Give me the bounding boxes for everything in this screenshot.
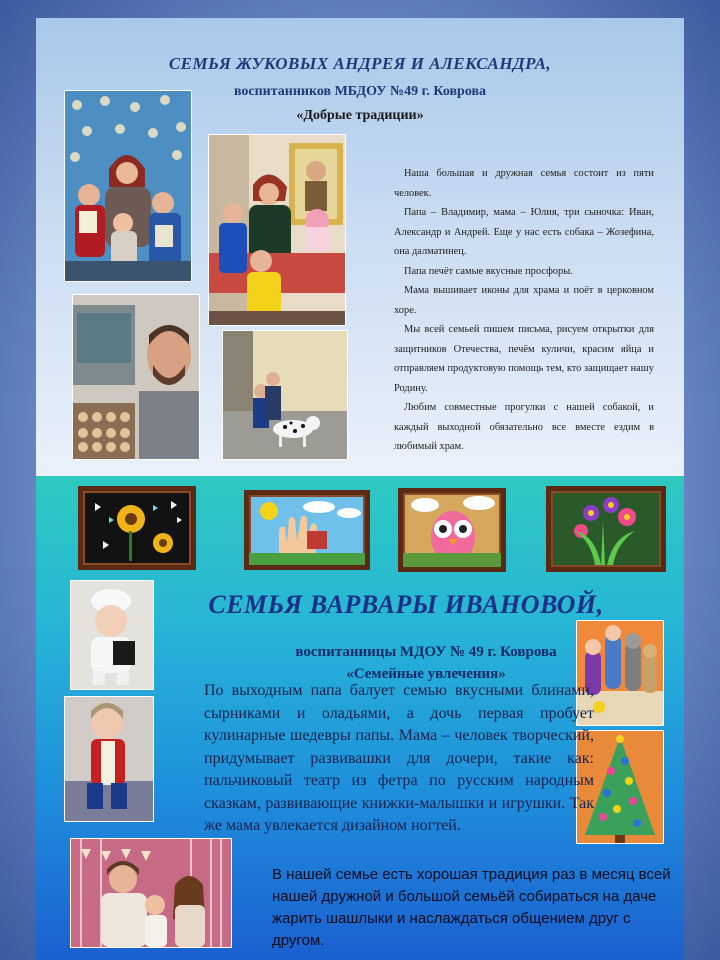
family2-title: СЕМЬЯ ВАРВАРЫ ИВАНОВОЙ,: [208, 590, 604, 619]
family1-paragraph: Мы всей семьей пишем письма, рисуем открытки для защитников Отечества, печём куличи, красим яйца и отправляем продуктовую помощь тем, кто защищает нашу Родину.: [394, 324, 654, 394]
family2-photo-doll-chef: [70, 580, 154, 690]
family1-paragraph: Папа – Владимир, мама – Юлия, три сыночка: Иван, Александр и Андрей. Еще у нас есть собака – Жозефина, она далматинец.: [394, 207, 654, 257]
family2-tradition: В нашей семье есть хорошая традиция раз в месяц всей нашей дружной и большой семьёй собираться на даче жарить шашлыки и наслаждаться общением друг с другом.: [272, 866, 671, 949]
felt-picture-owl: [398, 488, 506, 572]
family1-paragraph: Любим совместные прогулки с нашей собакой, и каждый выходной обязательно все вместе ездим в любимый храм.: [394, 402, 654, 452]
felt-picture-hand-sun: [244, 490, 370, 570]
family1-subtitle: воспитанников МБДОУ №49 г. Коврова: [233, 84, 487, 99]
family1-title: СЕМЬЯ ЖУКОВЫХ АНДРЕЯ И АЛЕКСАНДРА,: [168, 54, 552, 73]
poster-sheet: [36, 18, 684, 960]
family2-photo-family: [70, 838, 232, 948]
felt-picture-flowers: [546, 486, 666, 572]
family1-paragraph: Мама вышивает иконы для храма и поёт в церковном хоре.: [394, 285, 654, 316]
family1-photo-father: [72, 294, 200, 460]
family2-story: По выходным папа балует семью вкусными блинами, сырниками и оладьями, а дочь первая пробует кулинарные шедевры папы. Мама – человек творческий, придумывает развивашки для дочери, такие как: пальчиковый театр из фетра по русским народным сказкам, развивающие книжки-малышки и игрушки. Так же мама увлекается дизайном ногтей.: [204, 682, 594, 834]
family1-story: [394, 164, 654, 457]
family1-paragraph: Папа печёт самые вкусные просфоры.: [404, 265, 573, 277]
family1-project: «Добрые традиции»: [296, 108, 424, 123]
felt-picture-sunflowers: [78, 486, 196, 570]
family2-subtitle: воспитанницы МДОУ № 49 г. Коврова: [295, 644, 557, 660]
family1-paragraph: Наша большая и дружная семья состоит из пяти человек.: [394, 168, 654, 199]
family2-photo-doll-folk: [64, 696, 154, 822]
family1-photo-mother-kids: [64, 90, 192, 282]
family1-photo-icon-table: [208, 134, 346, 326]
family1-section: [36, 18, 684, 476]
family1-photo-dog-walk: [222, 330, 348, 460]
family2-project: «Семейные увлечения»: [346, 666, 506, 682]
